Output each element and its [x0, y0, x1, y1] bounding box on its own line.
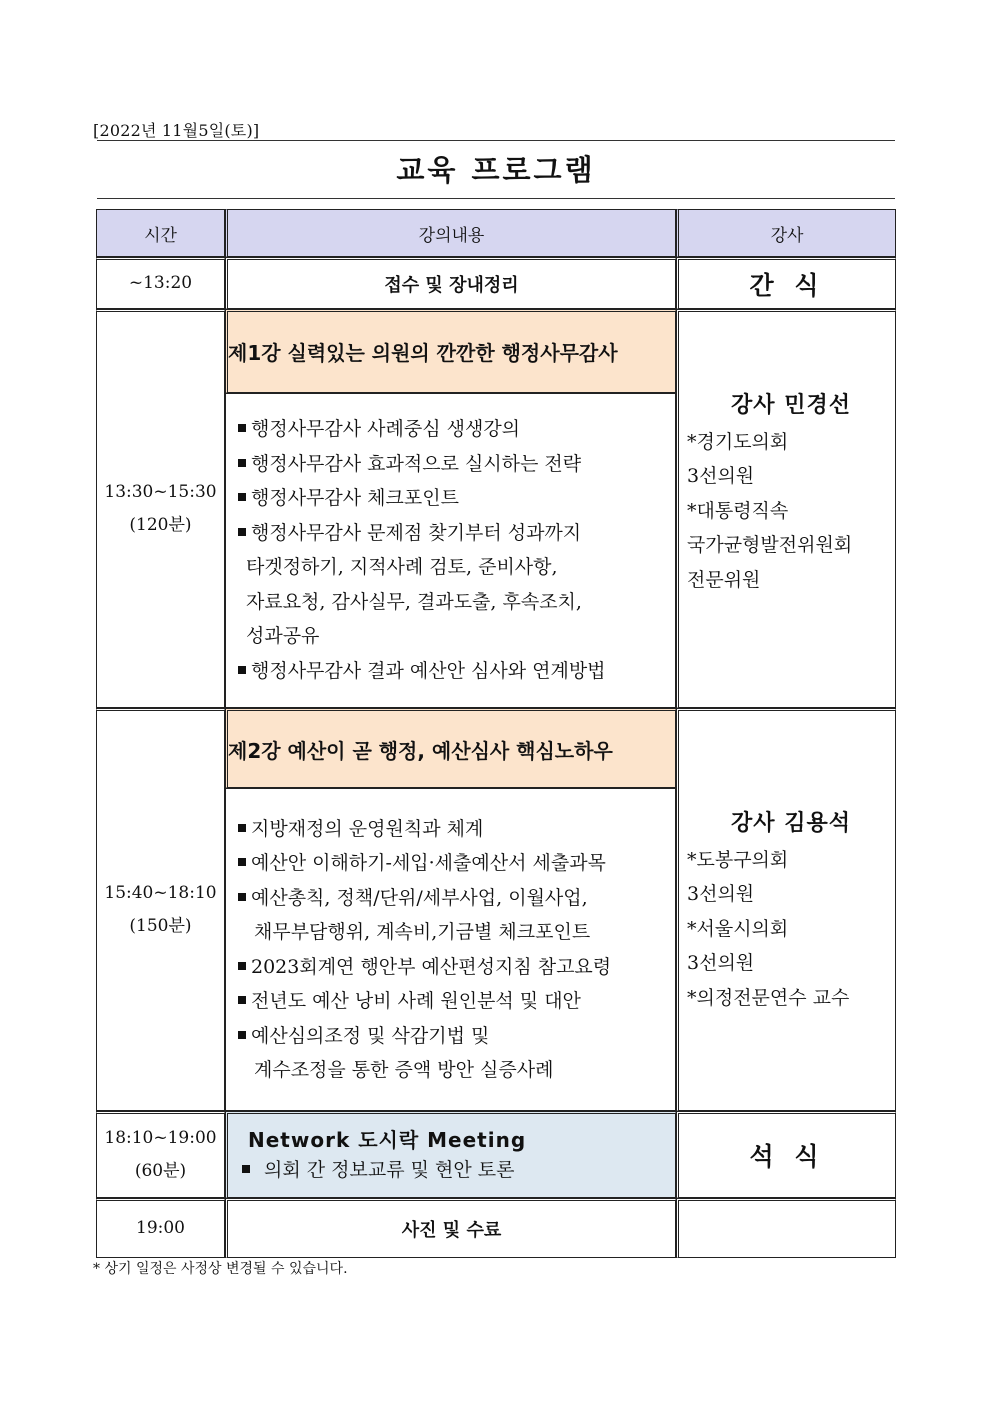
intake-time: ~13:20 — [96, 257, 225, 308]
lecture2-lecturer-name: 강사 김용석 — [731, 810, 851, 836]
lecturer-info-line: *도봉구의회 — [687, 848, 789, 871]
square-bullet-icon — [238, 893, 246, 901]
list-item: 행정사무감사 결과 예산안 심사와 연계방법 — [238, 654, 675, 689]
list-item: 예산심의조정 및 삭감기법 및 — [238, 1019, 675, 1054]
lecture1-lecturer-name: 강사 민경선 — [731, 392, 851, 418]
network-duration: (60분) — [134, 1161, 187, 1182]
square-bullet-icon — [238, 424, 246, 432]
square-bullet-icon — [238, 528, 246, 536]
square-bullet-icon — [238, 962, 246, 970]
table-row — [96, 1198, 896, 1258]
lecture1-time: 13:30~15:30 — [104, 482, 217, 503]
network-time: 18:10~19:00 — [104, 1128, 217, 1149]
network-title: Network 도시락 Meeting — [248, 1127, 527, 1152]
square-bullet-icon — [238, 459, 246, 467]
table-header-row — [96, 209, 896, 257]
lecture2-content — [225, 788, 676, 1111]
list-item: 성과공유 — [246, 625, 320, 648]
lecture1-duration: (120분) — [129, 515, 192, 536]
header-lecturer: 강사 — [676, 209, 896, 257]
header-content: 강의내용 — [225, 209, 676, 257]
list-item: 타겟정하기, 지적사례 검토, 준비사항, — [246, 556, 558, 579]
list-item: 자료요청, 감사실무, 결과도출, 후속조치, — [246, 590, 582, 613]
lecturer-info-line: 국가균형발전위원회 — [687, 534, 853, 557]
square-bullet-icon — [238, 996, 246, 1004]
intake-lecturer: 간 식 — [676, 257, 896, 308]
list-item: 행정사무감사 효과적으로 실시하는 전략 — [238, 447, 675, 482]
closing-content: 사진 및 수료 — [225, 1198, 676, 1258]
top-rule — [97, 140, 895, 141]
list-item: 지방재정의 운영원칙과 체계 — [238, 812, 675, 847]
footnote: * 상기 일정은 사정상 변경될 수 있습니다. — [93, 1261, 348, 1277]
table-row — [96, 257, 896, 308]
list-item: 계수조정을 통한 증액 방안 실증사례 — [254, 1059, 554, 1082]
list-item: 예산안 이해하기-세입·세출예산서 세출과목 — [238, 846, 675, 881]
lecturer-info-line: 전문위원 — [687, 568, 761, 591]
list-item: 행정사무감사 체크포인트 — [238, 481, 675, 516]
closing-lecturer — [676, 1198, 896, 1258]
list-item: 의회 간 정보교류 및 현안 토론 — [238, 1153, 675, 1187]
program-table — [96, 209, 896, 1258]
lecture2-time: 15:40~18:10 — [104, 883, 217, 904]
program-date: [2022년 11월5일(토)] — [93, 121, 260, 140]
closing-time: 19:00 — [96, 1198, 225, 1258]
table-row — [96, 708, 896, 788]
lecture2-duration: (150분) — [129, 916, 192, 937]
table-row — [96, 309, 896, 393]
square-bullet-icon — [238, 1031, 246, 1039]
bottom-rule — [97, 198, 895, 199]
list-item: 2023회계연 행안부 예산편성지침 참고요령 — [238, 950, 675, 985]
lecture1-time-cell — [96, 309, 225, 708]
lecture1-title: 제1강 실력있는 의원의 깐깐한 행정사무감사 — [225, 309, 676, 393]
lecture2-lecturer-cell — [676, 708, 896, 1111]
list-item: 채무부담행위, 계속비,기금별 체크포인트 — [254, 921, 591, 944]
lecturer-info-line: 3선의원 — [687, 465, 755, 488]
lecturer-info-line: *경기도의회 — [687, 430, 789, 453]
intake-content: 접수 및 장내정리 — [225, 257, 676, 308]
lecturer-info-line: *서울시의회 — [687, 917, 789, 940]
lecture2-title: 제2강 예산이 곧 행정, 예산심사 핵심노하우 — [225, 708, 676, 788]
square-bullet-icon — [242, 1165, 250, 1173]
square-bullet-icon — [238, 824, 246, 832]
lecture1-content — [225, 393, 676, 708]
square-bullet-icon — [238, 858, 246, 866]
lecturer-info-line: 3선의원 — [687, 883, 755, 906]
list-item: 행정사무감사 사례중심 생생강의 — [238, 412, 675, 447]
list-item: 전년도 예산 낭비 사례 원인분석 및 대안 — [238, 984, 675, 1019]
square-bullet-icon — [238, 493, 246, 501]
page-title: 교육 프로그램 — [396, 153, 596, 187]
list-item: 예산총칙, 정책/단위/세부사업, 이월사업, — [238, 881, 675, 916]
network-time-cell — [96, 1111, 225, 1197]
lecture2-time-cell — [96, 708, 225, 1111]
table-row — [96, 1111, 896, 1197]
header-time: 시간 — [96, 209, 225, 257]
network-content — [225, 1111, 676, 1197]
lecturer-info-line: *의정전문연수 교수 — [687, 986, 850, 1009]
list-item: 행정사무감사 문제점 찾기부터 성과까지 — [238, 516, 675, 551]
network-lecturer: 석 식 — [676, 1111, 896, 1197]
lecturer-info-line: *대통령직속 — [687, 499, 789, 522]
square-bullet-icon — [238, 666, 246, 674]
lecturer-info-line: 3선의원 — [687, 952, 755, 975]
lecture1-lecturer-cell — [676, 309, 896, 708]
